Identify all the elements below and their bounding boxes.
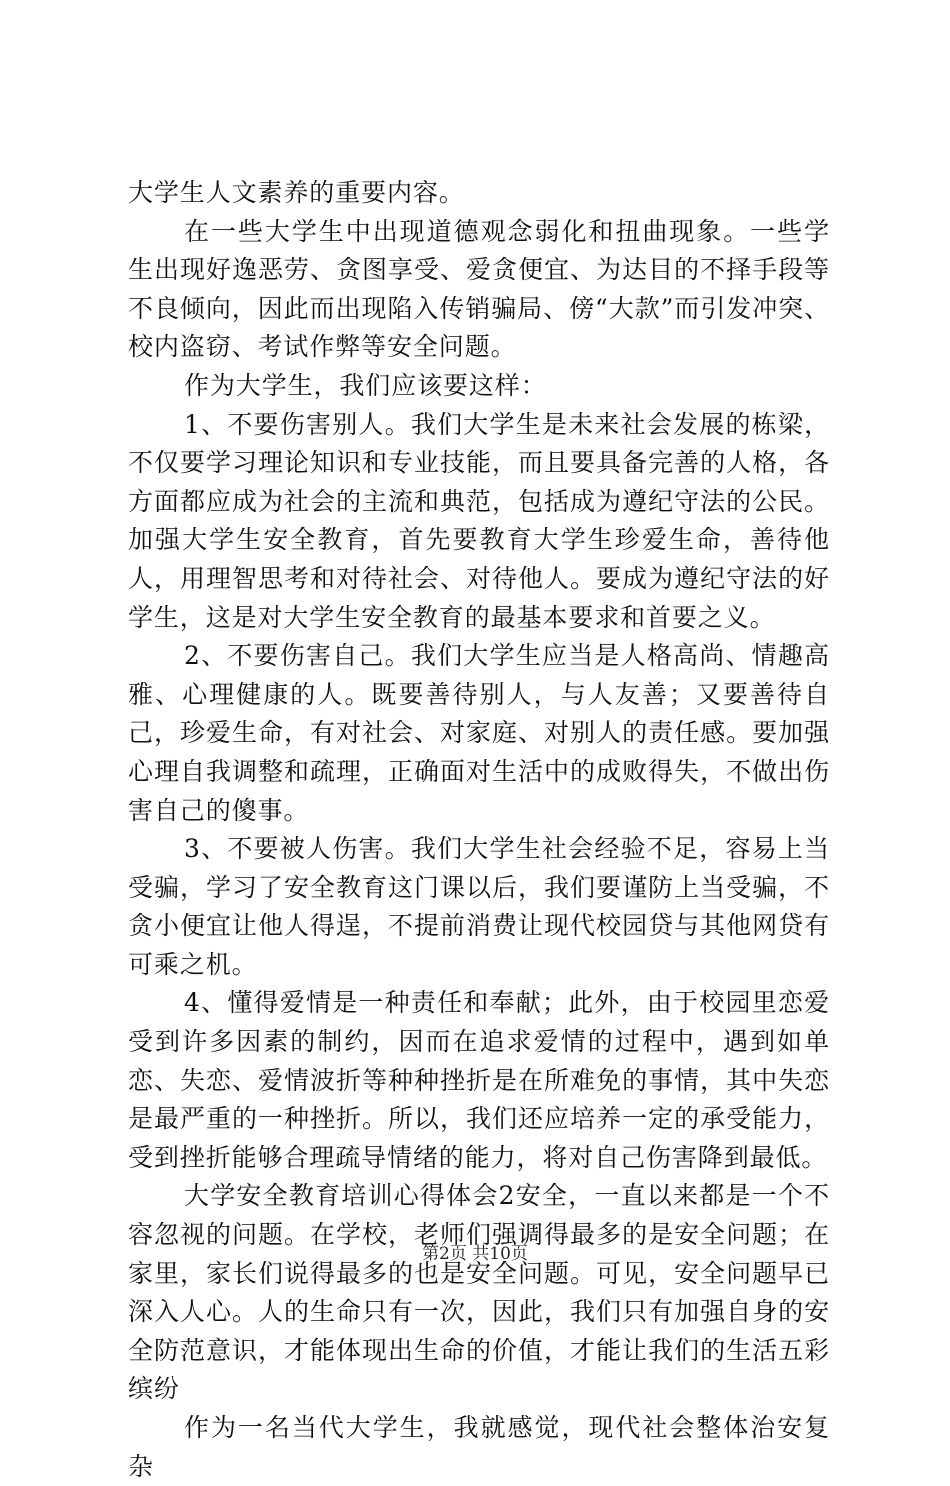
paragraph: 4、懂得爱情是一种责任和奉献；此外，由于校园里恋爱受到许多因素的制约，因而在追求爱情的过程中，遇到如单恋、失恋、爱情波折等种种挫折是在所难免的事情，其中失恋是最严重的一种挫折。所以，我们还应培养一定的承受能力，受到挫折能够合理疏导情绪的能力，将对自己伤害降到最低。	[128, 988, 830, 1172]
paragraph: 作为一名当代大学生，我就感觉，现代社会整体治安复杂	[128, 1413, 830, 1481]
paragraph: 3、不要被人伤害。我们大学生社会经验不足，容易上当受骗，学习了安全教育这门课以后，我们要谨防上当受骗，不贪小便宜让他人得逞，不提前消费让现代校园贷与其他网贷有可乘之机。	[128, 834, 830, 979]
paragraph: 大学生人文素养的重要内容。	[128, 178, 465, 207]
document-body	[128, 174, 830, 1486]
paragraph: 作为大学生，我们应该要这样：	[184, 370, 547, 400]
paragraph: 1、不要伤害别人。我们大学生是未来社会发展的栋梁，不仅要学习理论知识和专业技能，而且要具备完善的人格，各方面都应成为社会的主流和典范，包括成为遵纪守法的公民。加强大学生安全教育，首先要教育大学生珍爱生命，善待他人，用理智思考和对待社会、对待他人。要成为遵纪守法的好学生，这是对大学生安全教育的最基本要求和首要之义。	[128, 409, 830, 632]
paragraph: 2、不要伤害自己。我们大学生应当是人格高尚、情趣高雅、心理健康的人。既要善待别人，与人友善；又要善待自己，珍爱生命，有对社会、对家庭、对别人的责任感。要加强心理自我调整和疏理，正确面对生活中的成败得失，不做出伤害自己的傻事。	[128, 641, 830, 825]
paragraph: 大学安全教育培训心得体会2安全，一直以来都是一个不容忽视的问题。在学校，老师们强调得最多的是安全问题；在家里，家长们说得最多的也是安全问题。可见，安全问题早已深入人心。人的生命只有一次，因此，我们只有加强自身的安全防范意识，才能体现出生命的价值，才能让我们的生活五彩缤纷	[128, 1181, 830, 1404]
paragraph: 在一些大学生中出现道德观念弱化和扭曲现象。一些学生出现好逸恶劳、贪图享受、爱贪便宜、为达目的不择手段等不良倾向，因此而出现陷入传销骗局、傍“大款”而引发冲突、校内盗窃、考试作弊等安全问题。	[128, 216, 830, 362]
page-number-footer: 第2页 共10页	[422, 1244, 528, 1264]
